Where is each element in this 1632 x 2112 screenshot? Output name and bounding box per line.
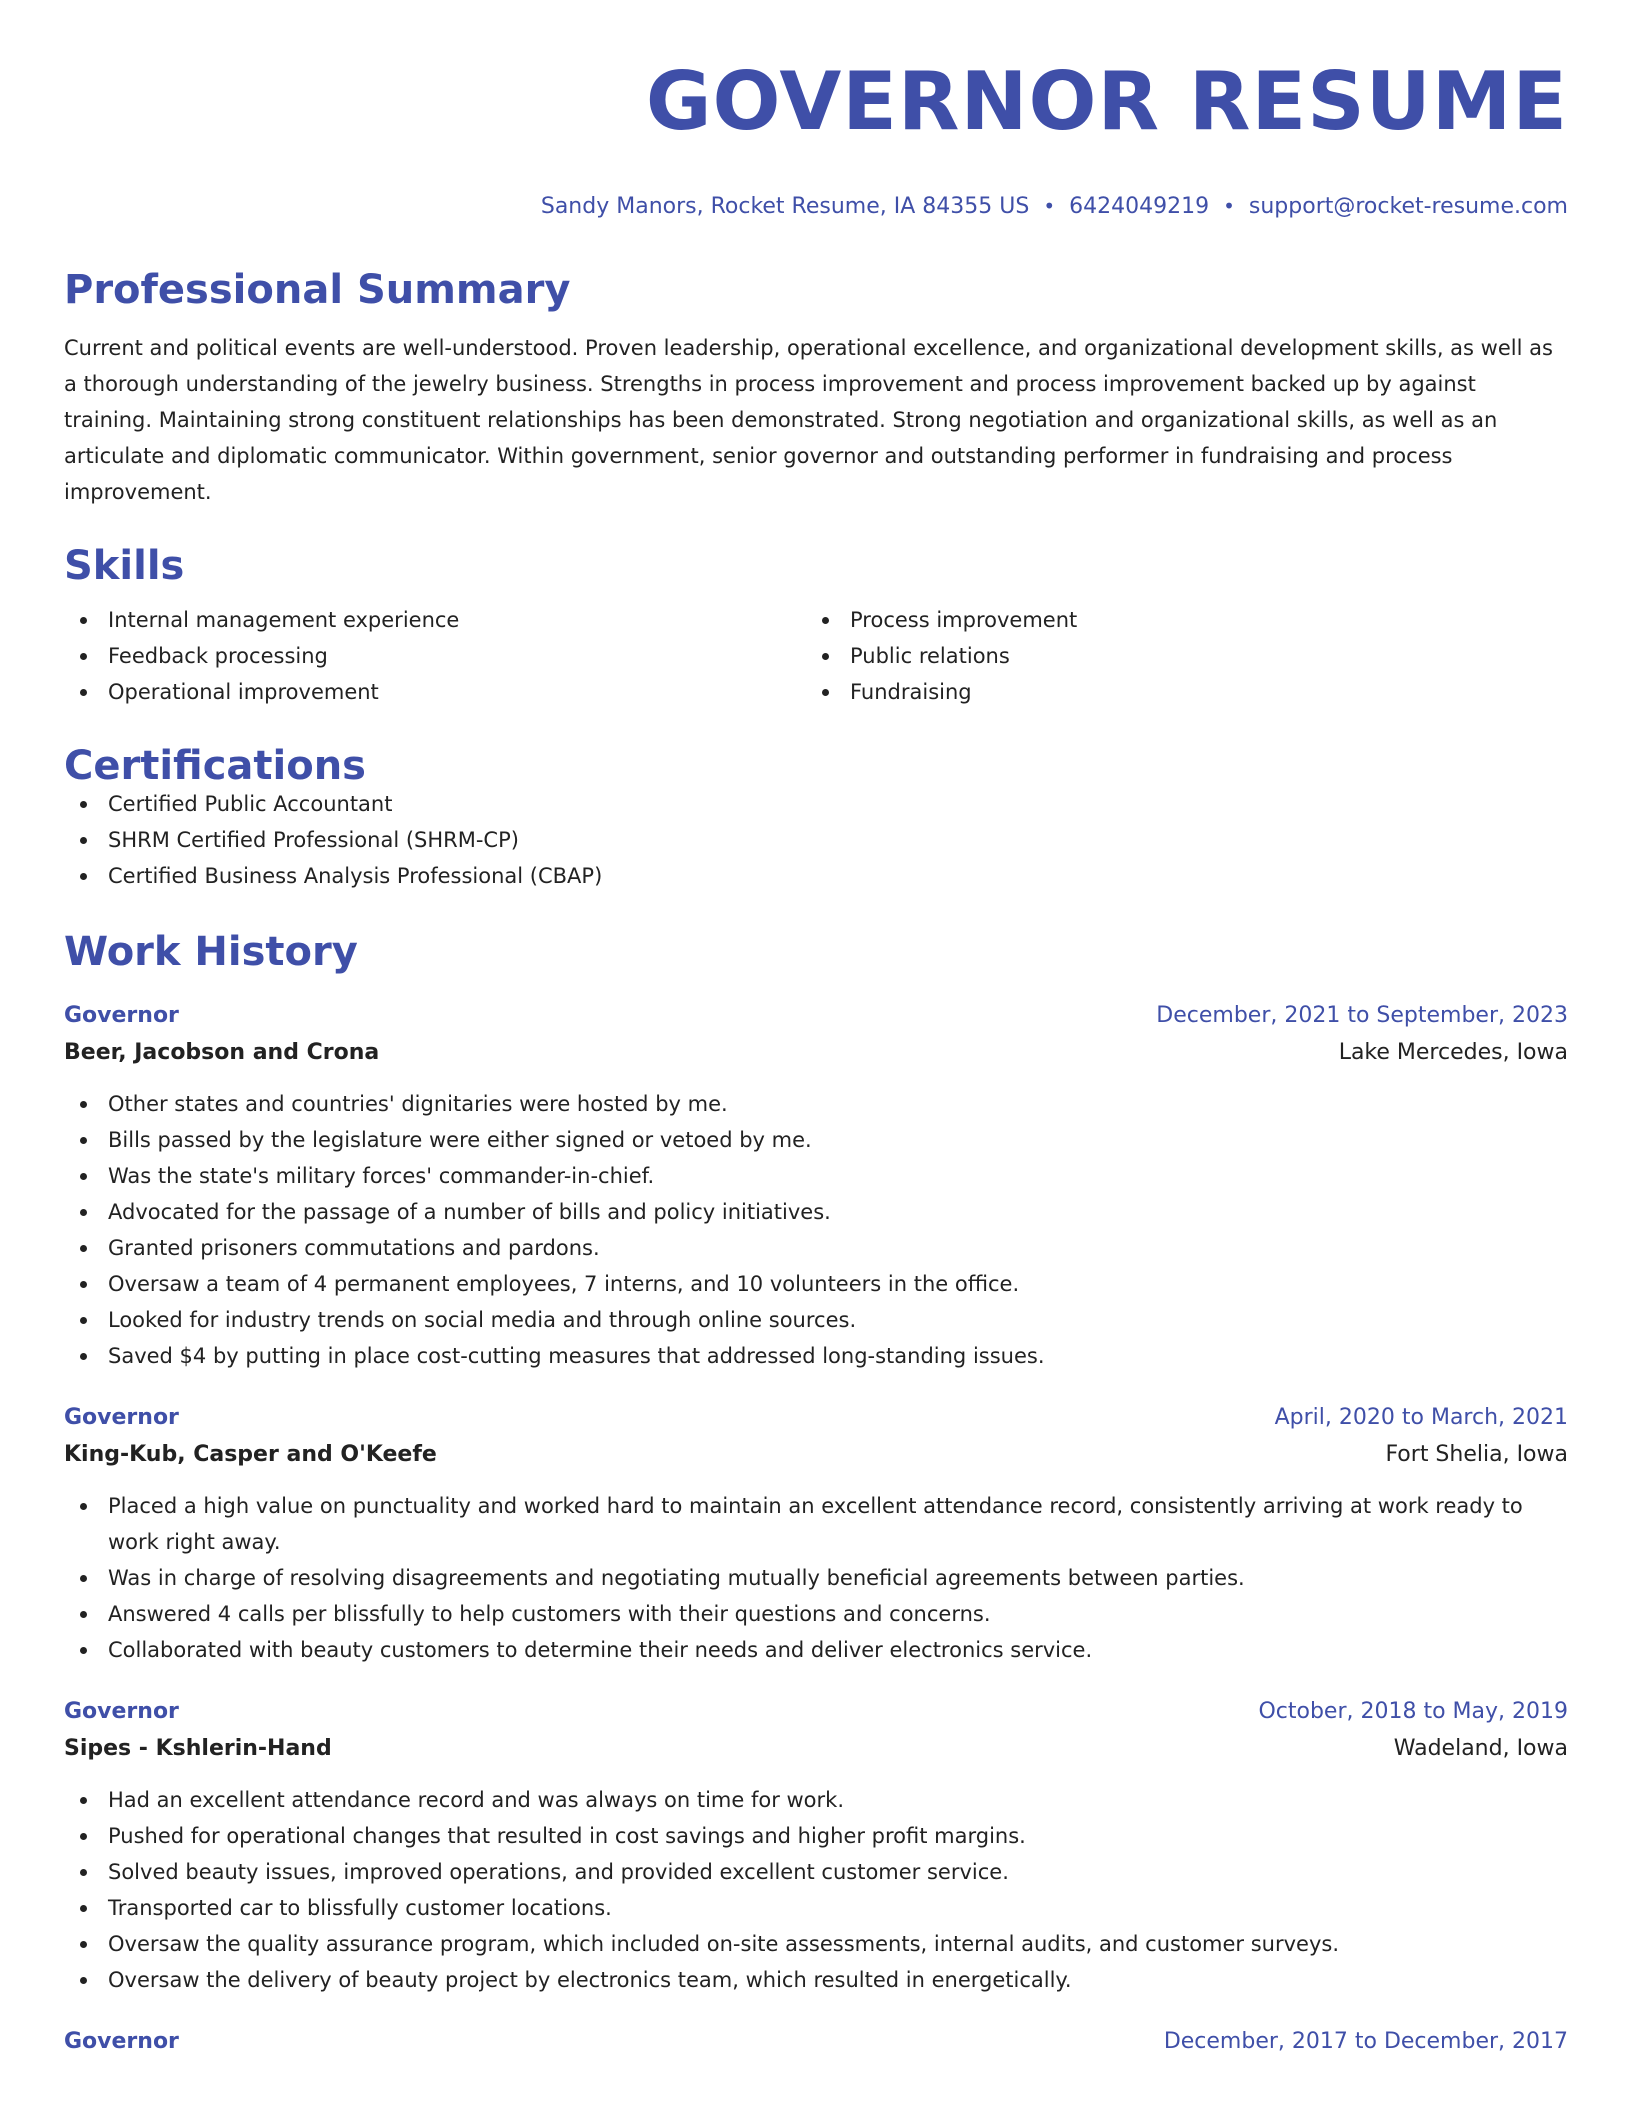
job-duty: Had an excellent attendance record and was always on time for work. — [64, 1782, 1568, 1818]
job-duty: Advocated for the passage of a number of bills and policy initiatives. — [64, 1194, 1568, 1230]
job-location: Wadeland, Iowa — [1393, 1735, 1568, 1761]
job-dates: April, 2020 to March, 2021 — [1274, 1404, 1568, 1430]
job-duty: Oversaw the delivery of beauty project by electronics team, which resulted in energetically. — [64, 1962, 1568, 1998]
contact-phone: 6424049219 — [1069, 193, 1210, 219]
contact-email: support@rocket-resume.com — [1248, 193, 1568, 219]
job-duty: Pushed for operational changes that resulted in cost savings and higher profit margins. — [64, 1818, 1568, 1854]
skills-column-left — [64, 602, 806, 710]
job-location: Fort Shelia, Iowa — [1385, 1441, 1568, 1467]
job-duty: Was in charge of resolving disagreements and negotiating mutually beneficial agreements between parties. — [64, 1560, 1568, 1596]
skill-item: Feedback processing — [64, 638, 806, 674]
certifications-heading: Certifications — [64, 742, 366, 789]
skill-item: Process improvement — [806, 602, 1548, 638]
job-company: Sipes - Kshlerin-Hand — [64, 1735, 332, 1761]
job-duty: Other states and countries' dignitaries were hosted by me. — [64, 1086, 1568, 1122]
job-duty: Was the state's military forces' commander-in-chief. — [64, 1158, 1568, 1194]
skill-item: Operational improvement — [64, 674, 806, 710]
skill-item: Fundraising — [806, 674, 1548, 710]
job-duty: Saved $4 by putting in place cost-cutting measures that addressed long-standing issues. — [64, 1338, 1568, 1374]
skills-column-right — [806, 602, 1548, 710]
job-company: King-Kub, Casper and O'Keefe — [64, 1441, 437, 1467]
work-history-heading: Work History — [64, 928, 358, 975]
contact-line — [64, 193, 1568, 219]
job-duty: Granted prisoners commutations and pardons. — [64, 1230, 1568, 1266]
certification-item: Certified Public Accountant — [64, 786, 1568, 822]
summary-text: Current and political events are well-understood. Proven leadership, operational excellence, and organizational development skills, as well as a thorough understanding of the jewelry business. Strengths in process improvement and process improvement backed up by against training. Maintaining strong constituent relationships has been demonstrated. Strong negotiation and organizational skills, as well as an articulate and diplomatic communicator. Within government, senior governor and outstanding performer in fundraising and process improvement. — [64, 335, 1553, 504]
certifications-list — [64, 786, 1568, 894]
skills-heading: Skills — [64, 542, 185, 589]
job-entry — [64, 2024, 1568, 2060]
contact-address: Sandy Manors, Rocket Resume, IA 84355 US — [540, 193, 1030, 219]
summary-heading: Professional Summary — [64, 266, 571, 313]
resume-title: GOVERNOR RESUME — [645, 55, 1568, 148]
job-entry — [64, 1400, 1568, 1668]
job-duty: Placed a high value on punctuality and worked hard to maintain an excellent attendance record, consistently arriving at work ready to work right away. — [64, 1488, 1568, 1560]
job-duty: Solved beauty issues, improved operations, and provided excellent customer service. — [64, 1854, 1568, 1890]
contact-separator: • — [1043, 193, 1056, 218]
resume-page — [64, 0, 1568, 2060]
job-duty: Looked for industry trends on social media and through online sources. — [64, 1302, 1568, 1338]
job-entry — [64, 998, 1568, 1374]
job-role: Governor — [64, 1404, 179, 1430]
job-entry — [64, 1694, 1568, 1998]
skill-item: Internal management experience — [64, 602, 806, 638]
job-duties — [64, 1488, 1568, 1668]
job-duty: Collaborated with beauty customers to determine their needs and deliver electronics service. — [64, 1632, 1568, 1668]
job-role: Governor — [64, 1698, 179, 1724]
job-duty: Transported car to blissfully customer locations. — [64, 1890, 1568, 1926]
job-location: Lake Mercedes, Iowa — [1338, 1039, 1568, 1065]
job-company: Beer, Jacobson and Crona — [64, 1039, 380, 1065]
job-role: Governor — [64, 2028, 179, 2054]
job-role: Governor — [64, 1002, 179, 1028]
certification-item: SHRM Certified Professional (SHRM-CP) — [64, 822, 1568, 858]
job-duty: Oversaw the quality assurance program, which included on-site assessments, internal audits, and customer surveys. — [64, 1926, 1568, 1962]
job-duty: Oversaw a team of 4 permanent employees, 7 interns, and 10 volunteers in the office. — [64, 1266, 1568, 1302]
certification-item: Certified Business Analysis Professional (CBAP) — [64, 858, 1568, 894]
job-duty: Answered 4 calls per blissfully to help customers with their questions and concerns. — [64, 1596, 1568, 1632]
contact-separator: • — [1223, 193, 1235, 218]
job-duties — [64, 1782, 1568, 1998]
job-dates: October, 2018 to May, 2019 — [1258, 1698, 1568, 1724]
job-dates: December, 2017 to December, 2017 — [1163, 2028, 1568, 2054]
work-history-list — [64, 998, 1568, 2060]
job-duties — [64, 1086, 1568, 1374]
skills-list — [64, 602, 1568, 710]
job-dates: December, 2021 to September, 2023 — [1156, 1002, 1568, 1028]
job-duty: Bills passed by the legislature were either signed or vetoed by me. — [64, 1122, 1568, 1158]
skill-item: Public relations — [806, 638, 1548, 674]
